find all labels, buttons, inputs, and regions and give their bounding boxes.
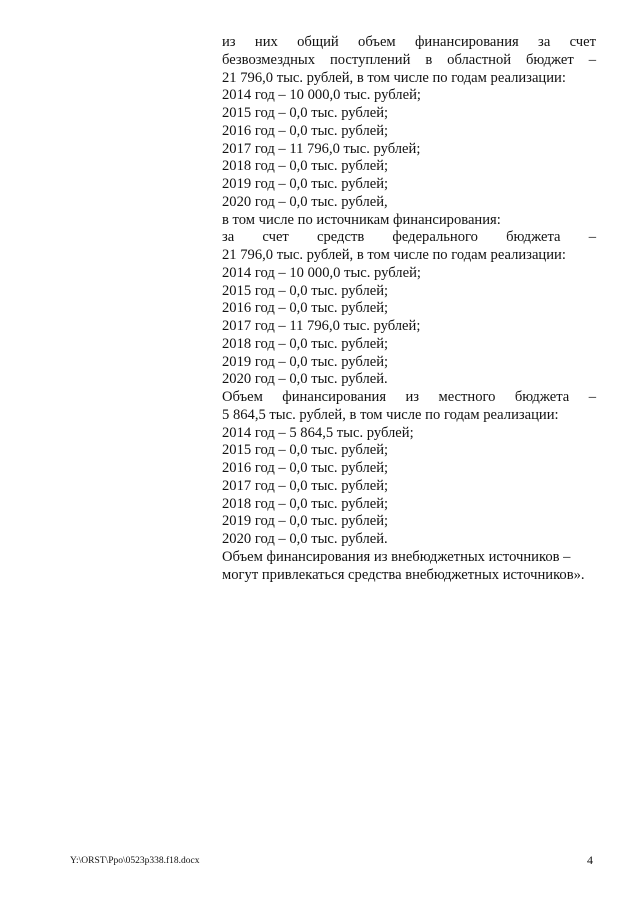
- text-line: 21 796,0 тыс. рублей, в том числе по годам реализации:: [222, 69, 566, 86]
- text-line: 2015 год – 0,0 тыс. рублей;: [222, 282, 389, 299]
- text-line: 2015 год – 0,0 тыс. рублей;: [222, 442, 389, 459]
- text-line: 2017 год – 11 796,0 тыс. рублей;: [222, 318, 421, 334]
- footer-file-path: Y:\ORST\Ppo\0523p338.f18.docx: [70, 856, 200, 866]
- text-line: из них общий объем финансирования за счет: [222, 34, 596, 50]
- text-line: 2017 год – 0,0 тыс. рублей;: [222, 477, 389, 494]
- page-number: 4: [587, 853, 593, 867]
- text-line: 5 864,5 тыс. рублей, в том числе по годам реализации:: [222, 406, 559, 423]
- text-line: 2016 год – 0,0 тыс. рублей;: [222, 460, 389, 476]
- text-line: Объем финансирования из местного бюджета –: [222, 389, 596, 405]
- text-line: 2020 год – 0,0 тыс. рублей,: [222, 193, 388, 210]
- text-line: 2017 год – 11 796,0 тыс. рублей;: [222, 140, 421, 157]
- text-line: 2014 год – 10 000,0 тыс. рублей;: [222, 87, 421, 104]
- text-line: 2015 год – 0,0 тыс. рублей;: [222, 105, 389, 121]
- text-line: за счет средств федерального бюджета –: [222, 229, 596, 246]
- text-line: 2016 год – 0,0 тыс. рублей;: [222, 122, 389, 139]
- text-line: 2014 год – 10 000,0 тыс. рублей;: [222, 264, 421, 281]
- text-line: в том числе по источникам финансирования:: [222, 211, 501, 228]
- text-line: 2018 год – 0,0 тыс. рублей;: [222, 158, 389, 175]
- text-line: 2019 год – 0,0 тыс. рублей;: [222, 513, 389, 530]
- text-line: 2018 год – 0,0 тыс. рублей;: [222, 335, 389, 352]
- text-line: 2020 год – 0,0 тыс. рублей.: [222, 371, 388, 388]
- text-line: безвозмездных поступлений в областной бюджет –: [222, 51, 596, 68]
- text-line: 2016 год – 0,0 тыс. рублей;: [222, 300, 389, 317]
- text-line: 21 796,0 тыс. рублей, в том числе по годам реализации:: [222, 247, 566, 263]
- document-text: [222, 34, 596, 584]
- text-line: 2019 год – 0,0 тыс. рублей;: [222, 353, 389, 370]
- text-line: могут привлекаться средства внебюджетных источников».: [222, 566, 585, 583]
- text-line: 2018 год – 0,0 тыс. рублей;: [222, 495, 389, 512]
- text-line: 2014 год – 5 864,5 тыс. рублей;: [222, 424, 414, 441]
- text-line: 2020 год – 0,0 тыс. рублей.: [222, 531, 388, 547]
- text-line: Объем финансирования из внебюджетных источников –: [222, 548, 571, 565]
- text-line: 2019 год – 0,0 тыс. рублей;: [222, 176, 389, 192]
